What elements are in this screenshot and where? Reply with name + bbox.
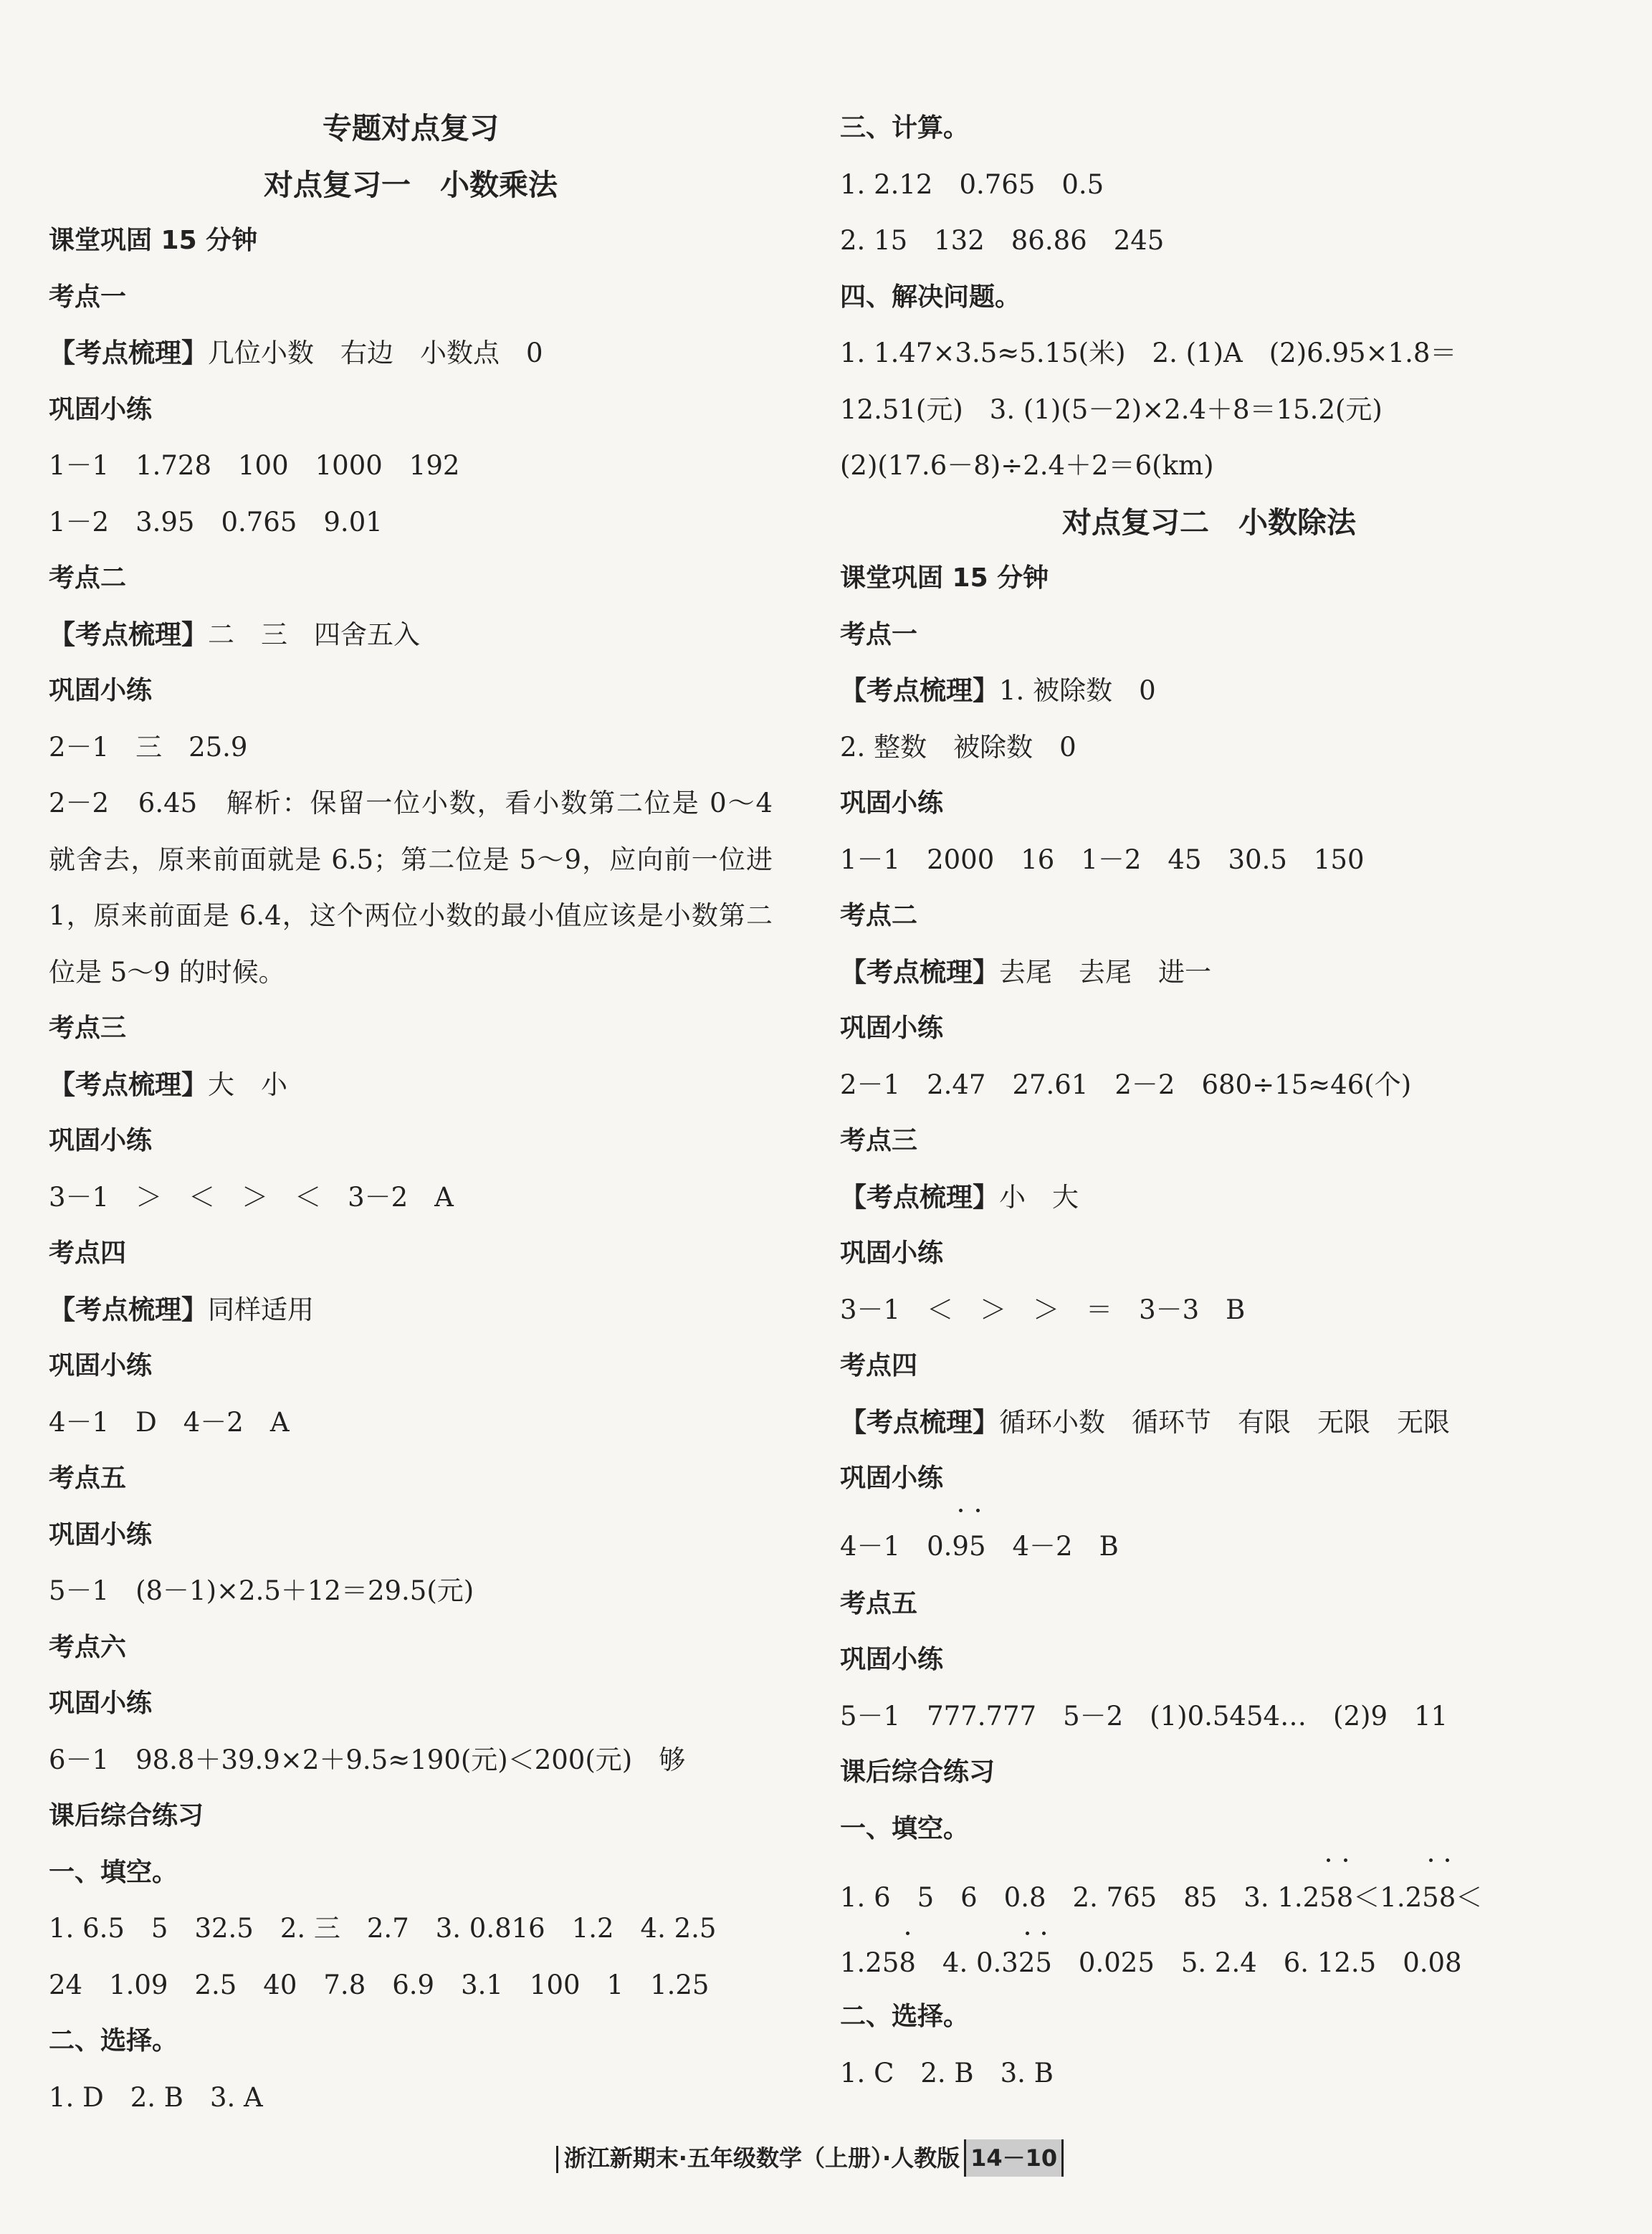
kp-heading: 考点一 <box>49 282 127 312</box>
kp-summary <box>840 1170 1578 1226</box>
kp-heading: 考点四 <box>49 1238 127 1268</box>
exercise-heading: 四、解决问题。 <box>840 282 1021 312</box>
section-heading: 课堂巩固 15 分钟 <box>49 226 258 255</box>
answer-line: 1. C 2. B 3. B <box>840 2057 1054 2089</box>
kp-heading: 考点四 <box>840 1351 918 1380</box>
answer-line: 2－1 三 25.9 <box>49 731 248 763</box>
kp-text: 二 三 四舍五入 <box>208 619 420 650</box>
kp-heading: 考点三 <box>49 1013 127 1043</box>
practice-heading: 巩固小练 <box>840 1238 944 1268</box>
repeating-digit: 2 <box>1018 1930 1036 1996</box>
exercise-heading: 一、填空。 <box>840 1813 970 1843</box>
kp-summary <box>49 607 773 664</box>
repeating-digit: 8 <box>899 1930 916 1996</box>
page-title: 专题对点复习 <box>323 111 499 145</box>
answer-line: 1－2 3.95 0.765 9.01 <box>49 506 383 538</box>
kp-summary <box>840 945 1578 1001</box>
kp-text: 同样适用 <box>208 1294 314 1325</box>
answer-line: 1. 2.12 0.765 0.5 <box>840 168 1104 200</box>
answer-line: 5－1 777.777 5－2 (1)0.5454… (2)9 11 <box>840 1700 1448 1732</box>
repeating-digit: 5 <box>969 1507 986 1586</box>
lesson-title: 对点复习二 小数除法 <box>1062 505 1356 540</box>
answer-line: 2－1 2.47 27.61 2－2 680÷15≈46(个) <box>840 1069 1412 1100</box>
practice-heading: 巩固小练 <box>49 394 153 424</box>
answer-text: 4－2 B <box>985 1530 1119 1562</box>
kp-summary <box>49 1057 773 1114</box>
answer-text: 1.25 <box>840 1947 899 1978</box>
answer-line: 1－1 1.728 100 1000 192 <box>49 450 460 481</box>
practice-heading: 巩固小练 <box>840 788 944 818</box>
right-column <box>840 100 1578 2101</box>
practice-heading: 巩固小练 <box>840 1645 944 1674</box>
answer-line: 24 1.09 2.5 40 7.8 6.9 3.1 100 1 1.25 <box>49 1969 710 2000</box>
section-heading: 课后综合练习 <box>49 1801 204 1830</box>
kp-summary <box>840 663 1578 720</box>
kp-heading: 考点六 <box>49 1632 127 1662</box>
exercise-heading: 一、填空。 <box>49 1857 178 1887</box>
practice-heading: 巩固小练 <box>840 1013 944 1043</box>
kp-summary <box>49 1282 773 1339</box>
kp-tag: 【考点梳理】 <box>840 1181 999 1213</box>
kp-heading: 考点一 <box>840 619 918 649</box>
kp-text: 1. 被除数 0 <box>999 675 1156 706</box>
answer-text: ＜1.2 <box>1353 1882 1423 1913</box>
kp-tag: 【考点梳理】 <box>840 956 999 988</box>
answer-text: ＜ <box>1456 1882 1483 1913</box>
lesson-title: 对点复习一 小数乘法 <box>264 167 558 202</box>
repeating-digit: 5 <box>1422 1857 1439 1939</box>
answer-line: 6－1 98.8＋39.9×2＋9.5≈190(元)＜200(元) 够 <box>49 1744 686 1775</box>
footer-bar <box>556 2146 558 2173</box>
answer-text: 4. 0.3 <box>915 1947 1018 1978</box>
repeating-digit: 8 <box>1439 1857 1456 1939</box>
exercise-heading: 三、计算。 <box>840 113 970 143</box>
exercise-heading: 二、选择。 <box>840 2002 970 2031</box>
answer-line <box>840 1507 1578 1576</box>
page-number: 14－10 <box>964 2139 1064 2177</box>
answer-line: 1－1 2000 16 1－2 45 30.5 150 <box>840 844 1365 875</box>
kp-heading: 考点五 <box>49 1464 127 1493</box>
answer-line: 3－1 ＞ ＜ ＞ ＜ 3－2 A <box>49 1181 454 1213</box>
kp-text-line: 2. 整数 被除数 0 <box>840 731 1076 763</box>
answer-line: (2)(17.6－8)÷2.4＋2＝6(km) <box>840 450 1214 481</box>
left-column <box>49 100 773 2126</box>
answer-line: 1. 6.5 5 32.5 2. 三 2.7 3. 0.816 1.2 4. 2.5 <box>49 1913 717 1944</box>
practice-heading: 巩固小练 <box>840 1464 944 1493</box>
page-footer <box>502 2139 1118 2177</box>
kp-tag: 【考点梳理】 <box>49 1069 208 1100</box>
answer-line: 4－1 D 4－2 A <box>49 1406 290 1438</box>
kp-heading: 考点二 <box>840 901 918 930</box>
kp-text: 循环小数 循环节 有限 无限 无限 <box>999 1406 1450 1438</box>
practice-heading: 巩固小练 <box>49 1126 153 1155</box>
kp-tag: 【考点梳理】 <box>840 1406 999 1438</box>
answer-text: 0.025 5. 2.4 6. 12.5 0.08 <box>1051 1947 1462 1978</box>
kp-text: 几位小数 右边 小数点 0 <box>208 338 543 368</box>
kp-heading: 考点三 <box>840 1126 918 1155</box>
practice-heading: 巩固小练 <box>49 1519 153 1550</box>
answer-line: 5－1 (8－1)×2.5＋12＝29.5(元) <box>49 1575 474 1606</box>
repeating-digit: 9 <box>952 1507 969 1586</box>
answer-line <box>840 1857 1578 1930</box>
kp-heading: 考点五 <box>840 1588 918 1618</box>
answer-line <box>840 1930 1578 1989</box>
kp-text: 大 小 <box>208 1069 287 1100</box>
exercise-heading: 二、选择。 <box>49 2026 178 2056</box>
repeating-digit: 8 <box>1337 1857 1354 1939</box>
kp-text: 小 大 <box>999 1181 1079 1213</box>
answer-line: 1. 1.47×3.5≈5.15(米) 2. (1)A (2)6.95×1.8＝ <box>840 338 1457 368</box>
practice-heading: 巩固小练 <box>49 1351 153 1380</box>
answer-explanation: 2－2 6.45 解析：保留一位小数，看小数第二位是 0～4 就舍去，原来前面就是 6.5；第二位是 5～9，应向前一位进 1，原来前面是 6.4，这个两位小数的最小值应该是小数第二位是 5～9 的时候。 <box>49 788 773 988</box>
kp-heading: 考点二 <box>49 563 127 593</box>
answer-text: 4－1 0. <box>840 1530 952 1562</box>
repeating-digit: 5 <box>1035 1930 1052 1996</box>
answer-line: 12.51(元) 3. (1)(5－2)×2.4＋8＝15.2(元) <box>840 393 1383 425</box>
answer-line: 1. D 2. B 3. A <box>49 2081 263 2113</box>
practice-heading: 巩固小练 <box>49 676 153 705</box>
section-heading: 课后综合练习 <box>840 1757 996 1787</box>
kp-summary <box>840 1395 1578 1451</box>
kp-tag: 【考点梳理】 <box>49 1294 208 1325</box>
kp-text: 去尾 去尾 进一 <box>999 956 1211 988</box>
section-heading: 课堂巩固 15 分钟 <box>840 563 1049 593</box>
answer-line: 3－1 ＜ ＞ ＞ ＝ 3－3 B <box>840 1294 1246 1325</box>
kp-tag: 【考点梳理】 <box>49 619 208 650</box>
kp-tag: 【考点梳理】 <box>49 338 208 368</box>
repeating-digit: 5 <box>1319 1857 1337 1939</box>
answer-text: 1. 6 5 6 0.8 2. 765 85 3. 1.2 <box>840 1882 1320 1913</box>
kp-tag: 【考点梳理】 <box>840 675 999 706</box>
kp-summary <box>49 325 773 382</box>
practice-heading: 巩固小练 <box>49 1689 153 1718</box>
book-title: 浙江新期末·五年级数学（上册）·人教版 <box>563 2144 960 2172</box>
answer-line: 2. 15 132 86.86 245 <box>840 225 1165 256</box>
